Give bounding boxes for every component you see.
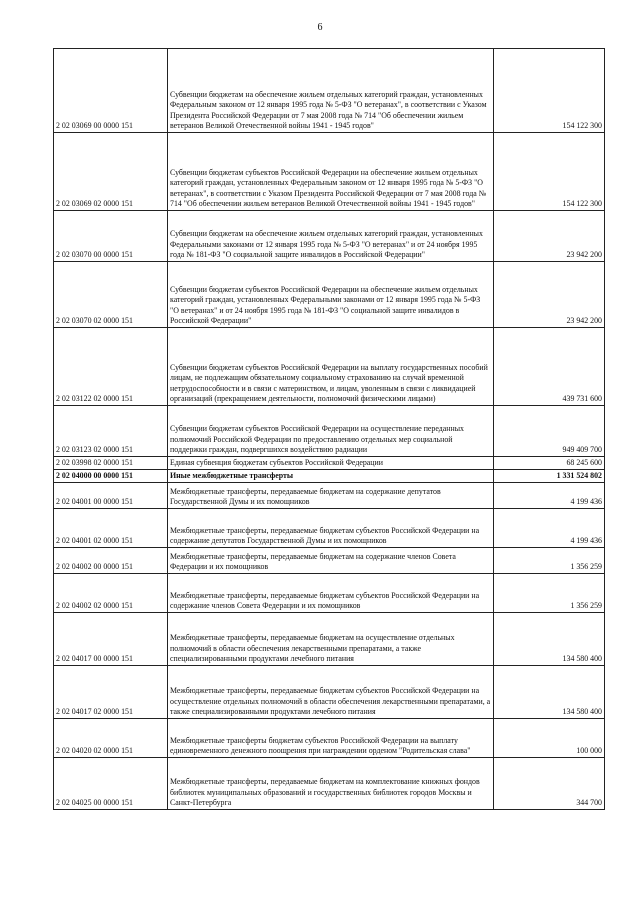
budget-revenue-table	[53, 48, 605, 810]
name-cell: Единая субвенция бюджетам субъектов Российской Федерации	[168, 457, 494, 470]
name-cell: Межбюджетные трансферты, передаваемые бюджетам субъектов Российской Федерации на содержание членов Совета Федерации и их помощников	[168, 574, 494, 613]
amount-cell: 134 580 400	[494, 666, 605, 719]
amount-cell: 4 199 436	[494, 483, 605, 509]
amount-cell: 949 409 700	[494, 406, 605, 457]
amount-cell: 439 731 600	[494, 328, 605, 406]
code-cell: 2 02 03998 02 0000 151	[54, 457, 168, 470]
table-row	[54, 328, 605, 406]
name-cell: Субвенции бюджетам на обеспечение жильем отдельных категорий граждан, установленных Федеральными законами от 12 января 1995 года № 5-ФЗ "О ветеранах" и от 24 ноября 1995 года № 181-ФЗ "О социальной защите инвалидов в Российской Федерации"	[168, 211, 494, 262]
name-cell: Межбюджетные трансферты, передаваемые бюджетам на осуществление отдельных полномочий в области обеспечения лекарственными препаратами, а также специализированными продуктами лечебного питания	[168, 613, 494, 666]
code-cell: 2 02 03123 02 0000 151	[54, 406, 168, 457]
amount-cell: 344 700	[494, 758, 605, 810]
code-cell: 2 02 04017 00 0000 151	[54, 613, 168, 666]
amount-cell: 23 942 200	[494, 262, 605, 328]
code-cell: 2 02 04001 00 0000 151	[54, 483, 168, 509]
name-cell: Субвенции бюджетам субъектов Российской Федерации на обеспечение жильем отдельных категорий граждан, установленных Федеральным законом от 12 января 1995 года № 5-ФЗ "О ветеранах", в соответствии с Указом Президента Российской Федерации от 7 мая 2008 года № 714 "Об обеспечении жильем ветеранов Великой Отечественной войны 1941 - 1945 годов"	[168, 133, 494, 211]
code-cell: 2 02 03070 02 0000 151	[54, 262, 168, 328]
code-cell: 2 02 04002 02 0000 151	[54, 574, 168, 613]
code-cell: 2 02 03070 00 0000 151	[54, 211, 168, 262]
amount-cell: 134 580 400	[494, 613, 605, 666]
amount-cell: 68 245 600	[494, 457, 605, 470]
amount-cell: 100 000	[494, 719, 605, 758]
code-cell: 2 02 04002 00 0000 151	[54, 548, 168, 574]
table-row	[54, 574, 605, 613]
code-cell: 2 02 04025 00 0000 151	[54, 758, 168, 810]
table-row	[54, 483, 605, 509]
amount-cell: 1 356 259	[494, 574, 605, 613]
name-cell: Субвенции бюджетам субъектов Российской Федерации на выплату государственных пособий лицам, не подлежащим обязательному социальному страхованию на случай временной нетрудоспособности и в связи с материнством, и лицам, уволенным в связи с ликвидацией организаций (прекращением деятельности, полномочий физическими лицами)	[168, 328, 494, 406]
table-row	[54, 470, 605, 483]
table-row	[54, 262, 605, 328]
code-cell: 2 02 03069 02 0000 151	[54, 133, 168, 211]
name-cell: Межбюджетные трансферты бюджетам субъектов Российской Федерации на выплату единовременного денежного поощрения при награждении орденом "Родительская слава"	[168, 719, 494, 758]
amount-cell: 1 331 524 802	[494, 470, 605, 483]
table-row	[54, 457, 605, 470]
code-cell: 2 02 04017 02 0000 151	[54, 666, 168, 719]
code-cell: 2 02 04001 02 0000 151	[54, 509, 168, 548]
code-cell: 2 02 04000 00 0000 151	[54, 470, 168, 483]
name-cell: Межбюджетные трансферты, передаваемые бюджетам субъектов Российской Федерации на осуществление отдельных полномочий в области обеспечения лекарственными препаратами, а также специализированными продуктами лечебного питания	[168, 666, 494, 719]
code-cell: 2 02 03069 00 0000 151	[54, 49, 168, 133]
amount-cell: 154 122 300	[494, 133, 605, 211]
amount-cell: 154 122 300	[494, 49, 605, 133]
table-row	[54, 211, 605, 262]
code-cell: 2 02 04020 02 0000 151	[54, 719, 168, 758]
table-row	[54, 666, 605, 719]
table-row	[54, 406, 605, 457]
table-row	[54, 133, 605, 211]
name-cell: Межбюджетные трансферты, передаваемые бюджетам на содержание депутатов Государственной Думы и их помощников	[168, 483, 494, 509]
table-row	[54, 613, 605, 666]
name-cell: Межбюджетные трансферты, передаваемые бюджетам субъектов Российской Федерации на содержание депутатов Государственной Думы и их помощников	[168, 509, 494, 548]
name-cell: Иные межбюджетные трансферты	[168, 470, 494, 483]
table-row	[54, 719, 605, 758]
table-row	[54, 49, 605, 133]
table-row	[54, 758, 605, 810]
table-row	[54, 509, 605, 548]
amount-cell: 4 199 436	[494, 509, 605, 548]
name-cell: Межбюджетные трансферты, передаваемые бюджетам на комплектование книжных фондов библиотек муниципальных образований и государственных библиотек городов Москвы и Санкт-Петербурга	[168, 758, 494, 810]
amount-cell: 1 356 259	[494, 548, 605, 574]
name-cell: Субвенции бюджетам субъектов Российской Федерации на обеспечение жильем отдельных категорий граждан, установленных Федеральными законами от 12 января 1995 года № 5-ФЗ "О ветеранах" и от 24 ноября 1995 года № 181-ФЗ "О социальной защите инвалидов в Российской Федерации"	[168, 262, 494, 328]
name-cell: Межбюджетные трансферты, передаваемые бюджетам на содержание членов Совета Федерации и их помощников	[168, 548, 494, 574]
table-row	[54, 548, 605, 574]
page-number: 6	[317, 22, 323, 33]
name-cell: Субвенции бюджетам субъектов Российской Федерации на осуществление переданных полномочий Российской Федерации по предоставлению отдельных мер социальной поддержки граждан, подвергшихся воздействию радиации	[168, 406, 494, 457]
amount-cell: 23 942 200	[494, 211, 605, 262]
name-cell: Субвенции бюджетам на обеспечение жильем отдельных категорий граждан, установленных Федеральным законом от 12 января 1995 года № 5-ФЗ "О ветеранах", в соответствии с Указом Президента Российской Федерации от 7 мая 2008 года № 714 "Об обеспечении жильем ветеранов Великой Отечественной войны 1941 - 1945 годов"	[168, 49, 494, 133]
code-cell: 2 02 03122 02 0000 151	[54, 328, 168, 406]
